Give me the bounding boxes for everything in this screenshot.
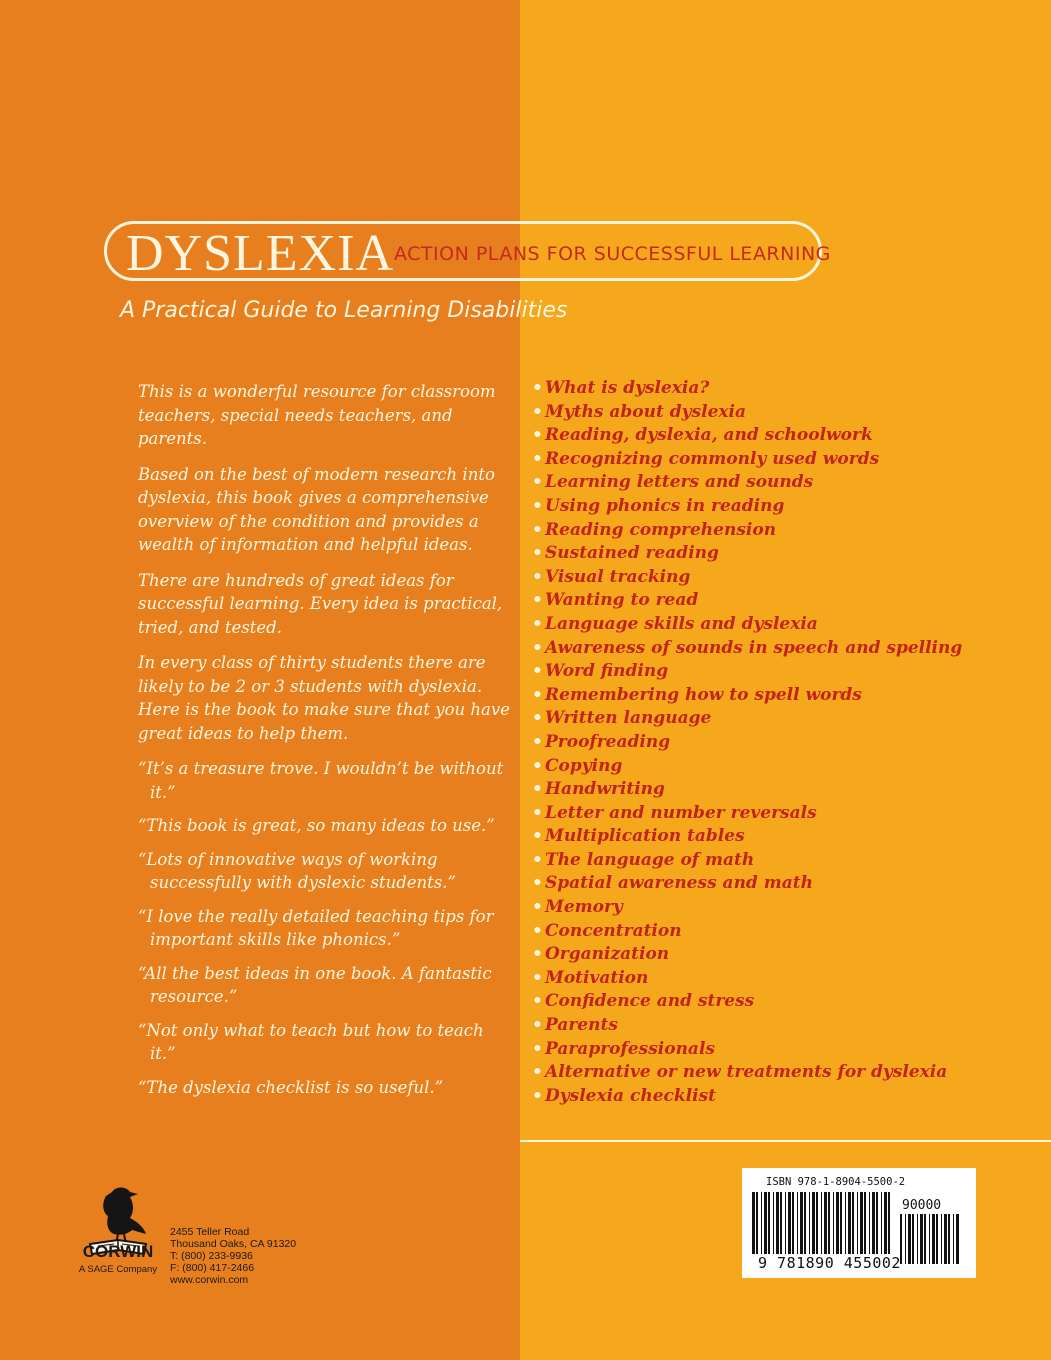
topic-label: Myths about dyslexia xyxy=(545,401,746,422)
topic-label: Language skills and dyslexia xyxy=(545,613,818,634)
topic-label: Remembering how to spell words xyxy=(545,684,862,705)
testimonial-quote: “I love the really detailed teaching tips for important skills like phonics.” xyxy=(138,906,494,949)
bullet-icon: • xyxy=(532,873,543,894)
bullet-icon: • xyxy=(532,472,543,493)
topic-item xyxy=(532,967,962,991)
website-line: www.corwin.com xyxy=(170,1274,249,1286)
topic-label: Wanting to read xyxy=(545,590,699,611)
topic-item xyxy=(532,660,962,684)
topic-item xyxy=(532,896,962,920)
topic-item xyxy=(532,566,962,590)
publisher-address xyxy=(170,1226,296,1286)
isbn-barcode xyxy=(742,1168,976,1278)
topic-label: Using phonics in reading xyxy=(545,495,785,516)
bullet-icon: • xyxy=(532,708,543,729)
topic-item xyxy=(532,849,962,873)
topic-label: Paraprofessionals xyxy=(545,1038,715,1059)
publisher-name: CORWIN xyxy=(82,1242,154,1261)
description-paragraph: There are hundreds of great ideas for successful learning. Every idea is practical, tried, and tested. xyxy=(138,570,503,637)
bullet-icon: • xyxy=(532,1062,543,1083)
bullet-icon: • xyxy=(532,991,543,1012)
bullet-icon: • xyxy=(532,1015,543,1036)
topic-label: Memory xyxy=(545,897,623,918)
bullet-icon: • xyxy=(532,1038,543,1059)
topic-label: Written language xyxy=(545,708,712,729)
bullet-icon: • xyxy=(532,731,543,752)
topic-item xyxy=(532,519,962,543)
bullet-icon: • xyxy=(532,967,543,988)
topic-item xyxy=(532,613,962,637)
bullet-icon: • xyxy=(532,590,543,611)
bullet-icon: • xyxy=(532,849,543,870)
bullet-icon: • xyxy=(532,779,543,800)
topic-item xyxy=(532,872,962,896)
topic-item xyxy=(532,990,962,1014)
testimonial-quote: “All the best ideas in one book. A fantastic resource.” xyxy=(138,963,492,1006)
topic-label: Concentration xyxy=(545,920,682,941)
topic-item xyxy=(532,448,962,472)
topic-item xyxy=(532,1014,962,1038)
price-code: 90000 xyxy=(902,1198,942,1213)
address-line: 2455 Teller Road xyxy=(170,1226,250,1238)
bullet-icon: • xyxy=(532,637,543,658)
topic-item xyxy=(532,589,962,613)
topic-item xyxy=(532,825,962,849)
bullet-icon: • xyxy=(532,897,543,918)
topic-item xyxy=(532,542,962,566)
bullet-icon: • xyxy=(532,802,543,823)
bullet-icon: • xyxy=(532,543,543,564)
topic-label: Parents xyxy=(545,1015,618,1036)
topic-label: Reading comprehension xyxy=(545,519,777,540)
topic-label: Recognizing commonly used words xyxy=(545,448,880,469)
bullet-icon: • xyxy=(532,378,543,398)
topic-label: Confidence and stress xyxy=(545,991,755,1012)
bullet-icon: • xyxy=(532,826,543,847)
topic-item xyxy=(532,471,962,495)
isbn-label: ISBN 978-1-8904-5500-2 xyxy=(766,1176,906,1188)
address-line: Thousand Oaks, CA 91320 xyxy=(170,1238,297,1250)
bullet-icon: • xyxy=(532,920,543,941)
topic-item xyxy=(532,684,962,708)
testimonial-quote: “Lots of innovative ways of working successfully with dyslexic students.” xyxy=(138,849,456,892)
testimonial-quote: “This book is great, so many ideas to use.” xyxy=(138,816,495,835)
book-title: DYSLEXIA xyxy=(126,225,394,282)
topic-label: Copying xyxy=(545,755,623,776)
topic-label: What is dyslexia? xyxy=(545,378,710,398)
topic-list xyxy=(532,377,962,1108)
topic-label: Sustained reading xyxy=(545,543,719,564)
testimonial-quote: “The dyslexia checklist is so useful.” xyxy=(138,1077,444,1097)
topic-item xyxy=(532,637,962,661)
topic-label: Word finding xyxy=(545,661,669,682)
bullet-icon: • xyxy=(532,495,543,516)
bullet-icon: • xyxy=(532,661,543,682)
topic-item xyxy=(532,943,962,967)
bullet-icon: • xyxy=(532,684,543,705)
topic-label: Multiplication tables xyxy=(545,826,745,847)
topic-item xyxy=(532,377,962,401)
topic-label: Learning letters and sounds xyxy=(545,472,814,493)
publisher-tagline: A SAGE Company xyxy=(78,1264,158,1275)
topic-item xyxy=(532,731,962,755)
bullet-icon: • xyxy=(532,1085,543,1106)
topic-item xyxy=(532,401,962,425)
topic-label: The language of math xyxy=(545,849,755,870)
topic-label: Reading, dyslexia, and schoolwork xyxy=(545,425,873,446)
topic-label: Letter and number reversals xyxy=(545,802,817,823)
topic-label: Organization xyxy=(545,944,670,965)
topic-label: Proofreading xyxy=(545,731,671,752)
fax-line: F: (800) 417-2466 xyxy=(170,1262,255,1274)
book-subtitle: A Practical Guide to Learning Disabilities xyxy=(120,298,568,323)
raven-on-book-icon xyxy=(72,1178,164,1278)
bullet-icon: • xyxy=(532,519,543,540)
topic-label: Spatial awareness and math xyxy=(545,873,813,894)
description-paragraph: This is a wonderful resource for classroom teachers, special needs teachers, and parents. xyxy=(138,382,496,448)
barcode-bars xyxy=(752,1192,892,1254)
topic-item xyxy=(532,424,962,448)
phone-line: T: (800) 233-9936 xyxy=(170,1250,253,1262)
topic-item xyxy=(532,1085,962,1109)
bullet-icon: • xyxy=(532,755,543,776)
testimonial-quote: “Not only what to teach but how to teach it.” xyxy=(138,1020,484,1063)
description-paragraph: In every class of thirty students there are likely to be 2 or 3 students with dyslexia. Here is the book to make sure that you have great ideas to help them. xyxy=(138,653,510,743)
topic-item xyxy=(532,802,962,826)
topic-item xyxy=(532,1061,962,1085)
divider-line xyxy=(520,1140,1051,1142)
topic-label: Alternative or new treatments for dyslexia xyxy=(545,1062,948,1083)
topic-label: Motivation xyxy=(545,967,649,988)
topic-label: Dyslexia checklist xyxy=(545,1085,716,1106)
bullet-icon: • xyxy=(532,425,543,446)
topic-item xyxy=(532,920,962,944)
topic-label: Awareness of sounds in speech and spelling xyxy=(545,637,963,658)
bullet-icon: • xyxy=(532,944,543,965)
topic-label: Handwriting xyxy=(545,779,665,800)
topic-item xyxy=(532,1038,962,1062)
topic-item xyxy=(532,755,962,779)
price-barcode-bars xyxy=(900,1214,960,1264)
bullet-icon: • xyxy=(532,613,543,634)
topic-item xyxy=(532,707,962,731)
bullet-icon: • xyxy=(532,448,543,469)
bullet-icon: • xyxy=(532,401,543,422)
barcode-digits: 9 781890 455002 xyxy=(758,1254,901,1272)
topic-label: Visual tracking xyxy=(545,566,691,587)
description-column xyxy=(138,380,513,1109)
topic-item xyxy=(532,495,962,519)
testimonial-quote: “It’s a treasure trove. I wouldn’t be without it.” xyxy=(138,759,504,802)
bullet-icon: • xyxy=(532,566,543,587)
description-paragraph: Based on the best of modern research into dyslexia, this book gives a comprehensive overview of the condition and provides a wealth of information and helpful ideas. xyxy=(138,464,495,554)
series-title: ACTION PLANS FOR SUCCESSFUL LEARNING xyxy=(394,243,831,265)
topic-item xyxy=(532,778,962,802)
